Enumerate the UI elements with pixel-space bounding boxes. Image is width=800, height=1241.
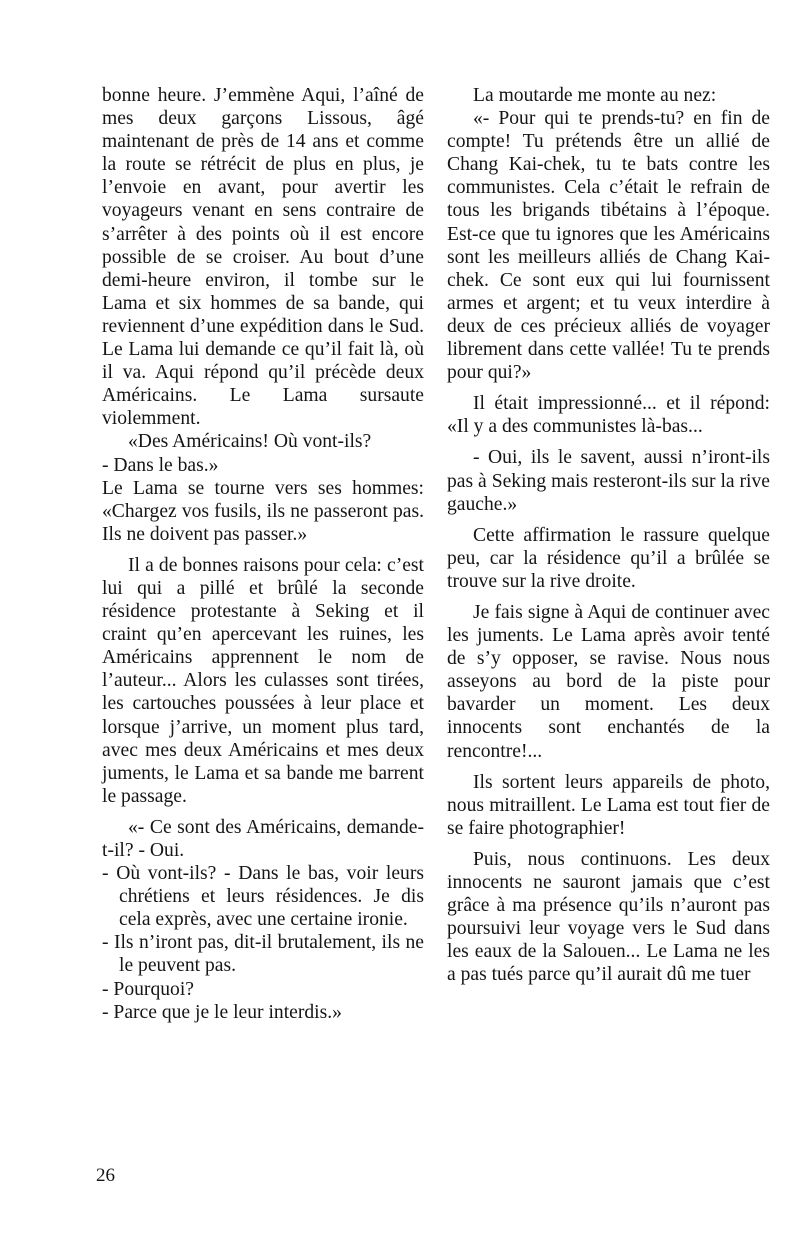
paragraph: Il a de bonnes raisons pour cela: c’est lui qui a pillé et brûlé la seconde résidence protestante à Seking et il craint qu’en apercevant les ruines, les Américains apprennent le nom de l’auteur... Alors les culasses sont tirées, les cartouches poussées à leur place et lorsque j’arrive, un moment plus tard, avec mes deux Américains et mes deux juments, le Lama et sa bande me barrent le passage. bbox=[102, 554, 424, 807]
paragraph: Le Lama se tourne vers ses hommes: «Chargez vos fusils, ils ne passeront pas. Ils ne doivent pas passer.» bbox=[102, 477, 424, 545]
paragraph: - Oui, ils le savent, aussi n’iront-ils pas à Seking mais resteront-ils sur la rive gauche.» bbox=[447, 447, 770, 515]
paragraph: - Dans le bas.» bbox=[102, 454, 219, 476]
dialogue-line: - Pourquoi? bbox=[102, 978, 194, 1000]
paragraph: bonne heure. J’emmène Aqui, l’aîné de mes deux garçons Lissous, âgé maintenant de près de 14 ans et comme la route se rétrécit de plus en plus, je l’envoie en avant, pour avertir les voyageurs venant en sens contraire de s’arrêter à des points où il est encore possible de se croiser. Au bout d’une demi-heure environ, il tombe sur le Lama et six hommes de sa bande, qui reviennent d’une expédition dans le Sud. Le Lama lui demande ce qu’il fait là, où il va. Aqui répond qu’il précède deux Américains. Le Lama sursaute violemment. bbox=[102, 85, 424, 430]
paragraph: Cette affirmation le rassure quelque peu, car la résidence qu’il a brûlée se trouve sur la rive droite. bbox=[447, 524, 770, 592]
paragraph: Puis, nous continuons. Les deux innocents ne sauront jamais que c’est grâce à ma présence qu’ils n’auront pas poursuivi leur voyage vers le Sud dans les eaux de la Salouen... Le Lama ne les a pas tués parce qu’il aurait dû me tuer bbox=[447, 848, 770, 986]
paragraph: «- Ce sont des Américains, demande-t-il? - Oui. bbox=[102, 816, 424, 861]
paragraph: Il était impressionné... et il répond: «Il y a des communistes là-bas... bbox=[447, 393, 770, 438]
paragraph: La moutarde me monte au nez: bbox=[473, 85, 717, 106]
left-column bbox=[102, 84, 424, 1024]
page-number: 26 bbox=[96, 1165, 115, 1186]
paragraph: Je fais signe à Aqui de continuer avec les juments. Le Lama après avoir tenté de s’y opposer, se ravise. Nous nous asseyons au bord de la piste pour bavarder un moment. Les deux innocents sont enchantés de la rencontre!... bbox=[447, 601, 770, 762]
paragraph: «- Pour qui te prends-tu? en fin de compte! Tu prétends être un allié de Chang Kai-chek, tu te bats contre les communistes. Cela c’était le refrain de tous les brigands tibétains à l’époque. Est-ce que tu ignores que les Américains sont les meilleurs alliés de Chang Kai-chek. Ce sont eux qui lui fournissent armes et argent; et tu veux interdire à deux de ces précieux alliés de voyager librement dans cette vallée! Tu te prends pour qui?» bbox=[447, 108, 770, 384]
dialogue-line: - Ils n’iront pas, dit-il brutalement, ils ne le peuvent pas. bbox=[102, 932, 424, 977]
dialogue-line: - Parce que je le leur interdis.» bbox=[102, 1001, 342, 1023]
paragraph: «Des Américains! Où vont-ils? bbox=[128, 431, 372, 453]
right-column bbox=[447, 84, 770, 986]
paragraph: Ils sortent leurs appareils de photo, nous mitraillent. Le Lama est tout fier de se faire photographier! bbox=[447, 771, 770, 839]
dialogue-line: - Où vont-ils? - Dans le bas, voir leurs chrétiens et leurs résidences. Je dis cela exprès, avec une certaine ironie. bbox=[102, 863, 424, 931]
